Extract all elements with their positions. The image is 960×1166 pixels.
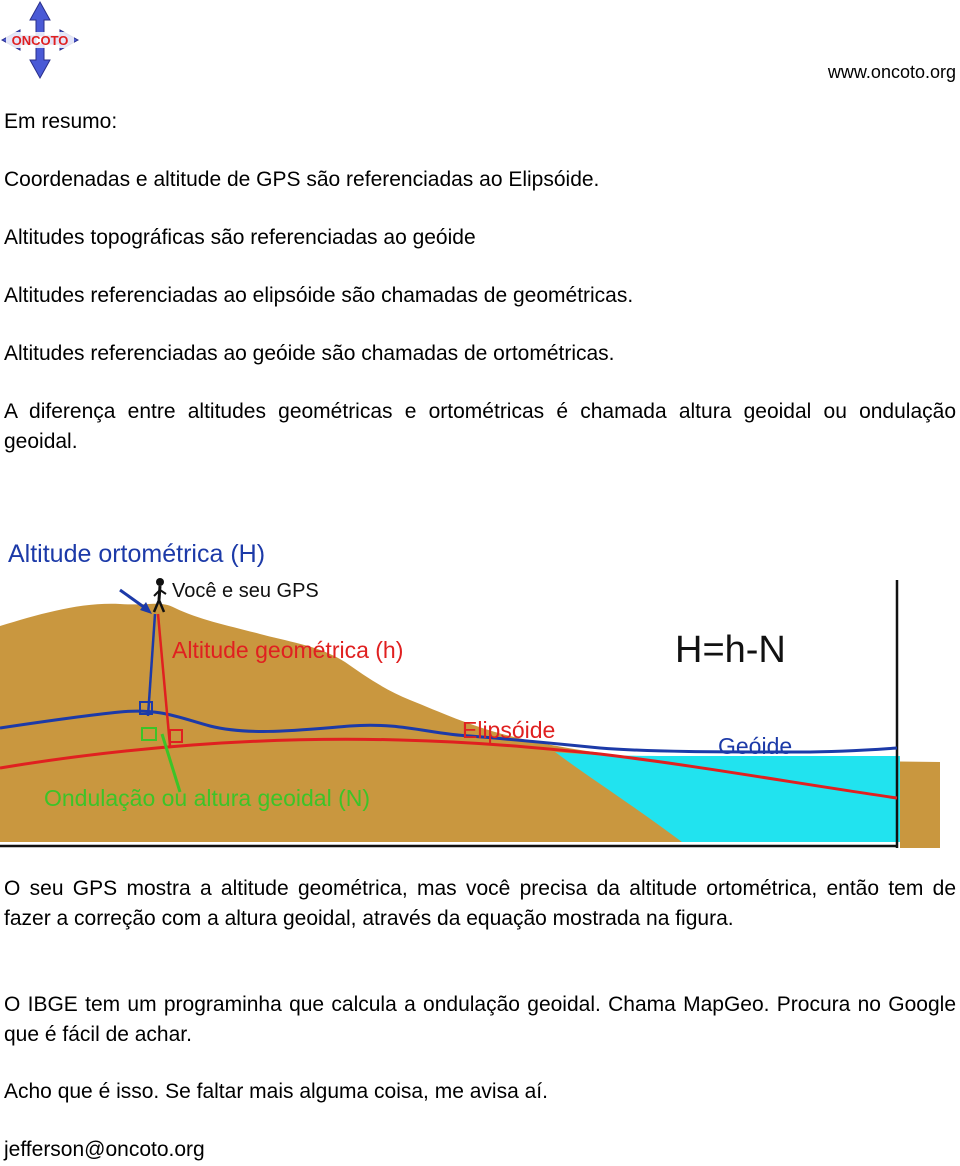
oncoto-logo <box>0 0 80 80</box>
body-paragraph-closing: Acho que é isso. Se faltar mais alguma coisa, me avisa aí. <box>4 1080 548 1103</box>
body-paragraph-gps: O seu GPS mostra a altitude geométrica, mas você precisa da altitude ortométrica, então tem de fazer a correção com a altura geoidal, através da equação mostrada na figura. <box>4 877 956 930</box>
summary-line-topographic: Altitudes topográficas são referenciadas ao geóide <box>4 226 476 249</box>
altitude-diagram <box>0 530 960 850</box>
compass-arrows-icon <box>0 0 80 80</box>
logo-text: ONCOTO <box>11 33 69 48</box>
summary-line-geometric: Altitudes referenciadas ao elipsóide são chamadas de geométricas. <box>4 284 634 307</box>
summary-line-orthometric: Altitudes referenciadas ao geóide são chamadas de ortométricas. <box>4 342 615 365</box>
geometric-altitude-label: Altitude geométrica (h) <box>172 637 404 663</box>
summary-heading: Em resumo: <box>4 110 118 133</box>
ortho-altitude-label: Altitude ortométrica (H) <box>8 540 266 568</box>
gps-label: Você e seu GPS <box>172 580 319 602</box>
author-email[interactable]: jefferson@oncoto.org <box>4 1138 205 1161</box>
summary-line-undulation: A diferença entre altitudes geométricas e ortométricas é chamada altura geoidal ou ondulação geoidal. <box>4 400 956 453</box>
summary-line-gps: Coordenadas e altitude de GPS são referenciadas ao Elipsóide. <box>4 168 600 191</box>
geoid-label: Geóide <box>718 733 793 759</box>
site-url[interactable]: www.oncoto.org <box>827 62 956 82</box>
ellipsoid-label: Elipsóide <box>462 717 556 743</box>
equation-label: H=h-N <box>675 629 786 671</box>
body-paragraph-mapgeo: O IBGE tem um programinha que calcula a ondulação geoidal. Chama MapGeo. Procura no Google que é fácil de achar. <box>4 993 956 1046</box>
undulation-label: Ondulação ou altura geoidal (N) <box>44 785 371 811</box>
